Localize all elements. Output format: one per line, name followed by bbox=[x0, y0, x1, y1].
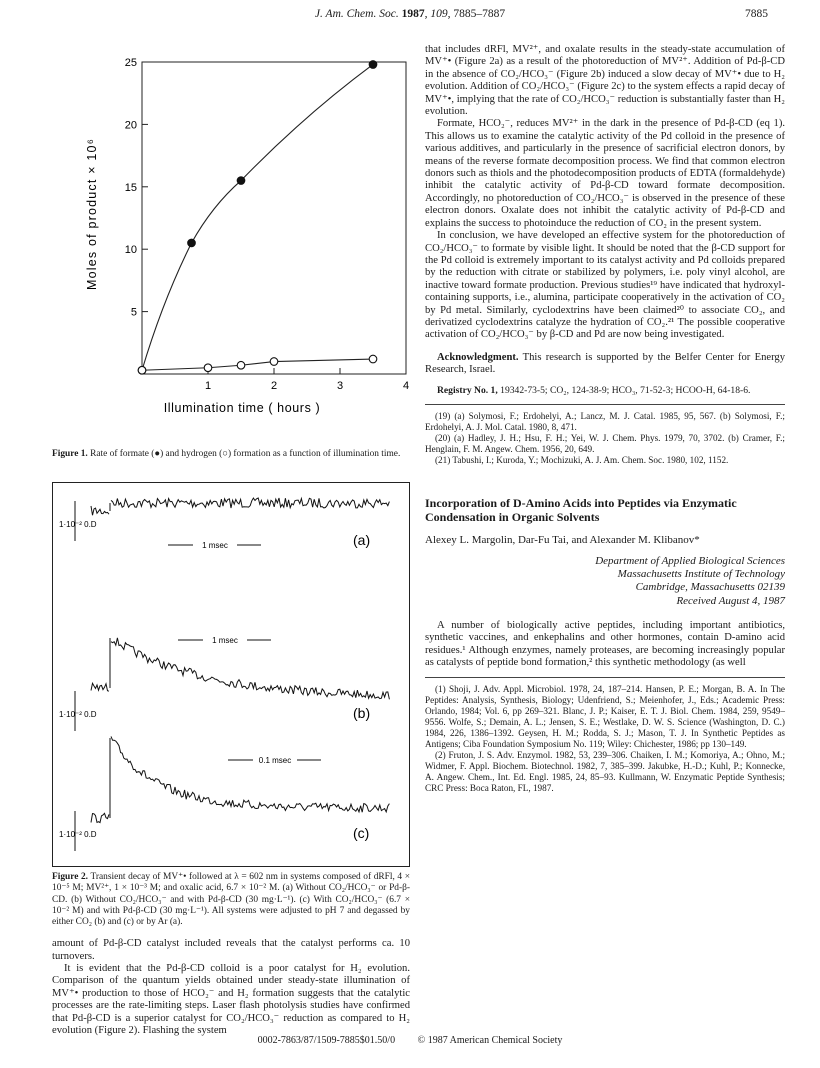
figure-2-pretrigger-trace bbox=[91, 814, 109, 823]
figure-1-point-formate bbox=[188, 239, 196, 247]
figure-1-point-hydrogen bbox=[237, 361, 245, 369]
figure-1-point-hydrogen bbox=[204, 364, 212, 372]
figure-2-caption bbox=[52, 872, 410, 928]
references-top bbox=[425, 411, 785, 466]
article-title: Incorporation of D-Amino Acids into Peptides via Enzymatic Condensation in Organic Solvents bbox=[425, 495, 737, 524]
figure-1-point-hydrogen bbox=[369, 355, 377, 363]
footer-copyright: © 1987 American Chemical Society bbox=[417, 1035, 563, 1046]
affiliation bbox=[425, 555, 785, 595]
figure-1-caption-label: Figure 1. bbox=[52, 449, 88, 459]
page-number: 7885 bbox=[745, 8, 768, 20]
right-paragraph-2: Formate, HCO₂⁻, reduces MV²⁺ in the dark in the presence of Pd-β-CD (eq 1). This allows us to examine the catalytic activity of the Pd colloid in the presence of various additives, and particularly in the presence of sacrificial electron donors, by means of the reverse formate decomposition process. We find that common electron donors such as thiols and the photodecomposition products of EDTA (formaldehyde) inhibit the catalytic activity of Pd-β-CD toward formate decomposition. Accordingly, no photoreduction of CO₂/HCO₃⁻ is observed in the presence of these electron donors. Oxalate does not inhibit the catalytic activity of Pd-β-CD and explains the success to photoinduce the reduction of CO₂ in the present system. bbox=[425, 118, 785, 229]
figure-1-chart bbox=[52, 44, 410, 444]
figure-1-x-tick-label: 1 bbox=[204, 380, 212, 392]
figure-2-traces bbox=[53, 483, 409, 866]
figure-2-time-label: 0.1 msec bbox=[258, 756, 292, 766]
figure-1-y-axis-label: Moles of product × 10⁶ bbox=[85, 137, 99, 291]
reference-19: (19) (a) Solymosi, F.; Erdohelyi, A.; Lancz, M. J. Catal. 1985, 95, 567. (b) Solymosi, F.; Erdohelyi, A. J. Mol. Catal. 1980, 8, 471. bbox=[425, 410, 785, 432]
figure-2-decay-trace bbox=[111, 737, 389, 813]
figure-1-point-formate bbox=[369, 61, 377, 69]
left-paragraph-1: amount of Pd-β-CD catalyst included reveals that the catalyst performs ca. 10 turnovers. bbox=[52, 938, 410, 962]
figure-1-caption-text: Rate of formate (●) and hydrogen (○) formation as a function of illumination time. bbox=[90, 449, 401, 459]
figure-1-x-tick-label: 4 bbox=[402, 380, 410, 392]
figure-1-point-formate bbox=[237, 177, 245, 185]
journal-volume: 109 bbox=[430, 8, 448, 20]
running-head bbox=[0, 8, 820, 26]
references-bottom-divider bbox=[425, 677, 785, 678]
registry-label: Registry No. 1, bbox=[437, 384, 498, 396]
figure-2-panel-label: (b) bbox=[353, 705, 371, 722]
reference-21: (21) Tabushi, I.; Kuroda, Y.; Mochizuki, A. J. Am. Chem. Soc. 1980, 102, 1152. bbox=[435, 454, 729, 465]
figure-1-x-axis-label: Illumination time ( hours ) bbox=[163, 401, 321, 415]
references-divider bbox=[425, 404, 785, 405]
figure-2-scale-label: 1·10⁻² 0.D bbox=[59, 520, 97, 530]
figure-1-plot-frame bbox=[142, 62, 406, 374]
page-footer bbox=[0, 1035, 820, 1046]
affiliation-line-3: Cambridge, Massachusetts 02139 bbox=[635, 581, 785, 594]
figure-1-series-line-2 bbox=[142, 359, 373, 370]
right-paragraph-3: In conclusion, we have developed an effective system for the photoreduction of CO₂/HCO₃⁻ to formate by visible light. It should be noted that the β-CD support for the Pd colloid is extremely important to its catalyst activity and Pd colloids prepared by the reduction with citrate or stabilized by polymers, i.e. poly vinyl alcohol, are inactive toward formate production. Previous studies¹⁹ have indicated that hydroxyl-containing supports, i.e., alumina, participate cooperatively in the activation of CO₂ by Pd metal. Similarly, cyclodextrins have been claimed²⁰ to associate CO₂, and derivatized cyclodextrins catalyze the hydration of CO₂.²¹ The possible cooperative activation of CO₂/HCO₃⁻ by β-CD and Pd are now being investigated. bbox=[425, 230, 785, 341]
figure-2-caption-text: Transient decay of MV⁺• followed at λ = 602 nm in systems composed of dRFl, 4 × 10⁻⁵ M; MV²⁺, 1 × 10⁻³ M; and oxalic acid, 6.7 × 10⁻² M. (a) Without CO₂/HCO₃⁻ or Pd-β-CD. (b) Without CO₂/HCO₃⁻ and with Pd-β-CD (30 mg·L⁻¹). (c) With CO₂/HCO₃⁻ (6.7 × 10⁻² M) and with Pd-β-CD (30 mg·L⁻¹). All systems were adjusted to pH 7 and degassed by either CO₂ (b) and (c) or by Ar (a). bbox=[52, 872, 410, 928]
acknowledgment-text: This research is supported by the Belfer Center for Energy Research, Israel. bbox=[425, 351, 786, 376]
figure-2-frame bbox=[52, 482, 410, 867]
left-body-text bbox=[52, 938, 410, 1037]
figure-1-series bbox=[138, 61, 377, 374]
figure-1-y-tick-label: 15 bbox=[124, 181, 137, 194]
figure-2-caption-label: Figure 2. bbox=[52, 872, 89, 883]
registry-text: 19342-73-5; CO₂, 124-38-9; HCO₃, 71-52-3; HCOO-H, 64-18-6. bbox=[500, 384, 751, 396]
journal-pages: 7885–7887 bbox=[453, 8, 506, 20]
figure-2-time-label: 1 msec bbox=[202, 541, 228, 551]
footer-code: 0002-7863/87/1509-7885$01.50/0 bbox=[257, 1035, 396, 1046]
registry-numbers bbox=[425, 385, 785, 396]
article-authors: Alexey L. Margolin, Dar-Fu Tai, and Alexander M. Klibanov* bbox=[425, 533, 700, 546]
affiliation-line-2: Massachusetts Institute of Technology bbox=[617, 568, 785, 581]
figure-2-decay-trace bbox=[111, 498, 389, 508]
figure-1-y-tick-label: 5 bbox=[130, 306, 137, 319]
figure-2-trace-group bbox=[59, 498, 389, 851]
figure-1-axes bbox=[125, 57, 409, 392]
journal-year: 1987 bbox=[401, 8, 425, 20]
journal-citation: J. Am. Chem. Soc. 1987, 109, 7885–7887 bbox=[314, 8, 506, 20]
figure-1-x-tick-label: 3 bbox=[336, 380, 344, 392]
figure-1-y-tick-label: 25 bbox=[124, 57, 137, 69]
acknowledgment-label: Acknowledgment. bbox=[437, 351, 519, 363]
figure-1-series-line-1 bbox=[142, 64, 373, 370]
figure-1-caption bbox=[52, 449, 410, 460]
left-paragraph-2: It is evident that the Pd-β-CD colloid is a poor catalyst for H₂ evolution. Comparison of the quantum yields obtained under steady-state illumination of MV⁺• production to those of HCO₂⁻ and H₂ formation suggests that the catalytic processes are the rate-limiting steps. Laser flash photolysis studies have confirmed that Pd-β-CD is a superior catalyst for CO₂/HCO₃⁻ reduction as compared to H₂ evolution (Figure 2). Flashing the system bbox=[52, 963, 410, 1037]
references-bottom bbox=[425, 684, 785, 793]
right-column bbox=[425, 44, 785, 793]
figure-2-scale-label: 1·10⁻² 0.D bbox=[59, 710, 97, 720]
affiliation-line-1: Department of Applied Biological Sciences bbox=[595, 554, 785, 567]
figure-1-y-tick-label: 20 bbox=[124, 119, 137, 132]
figure-2-scale-label: 1·10⁻² 0.D bbox=[59, 830, 97, 840]
reference-2: (2) Fruton, J. S. Adv. Enzymol. 1982, 53, 239–306. Chaiken, I. M.; Komoriya, A.; Ohno, M.; Widmer, F. Appl. Biochem. Biotechnol. 1982, 7, 385–399. Jakubke, H.-D.; Kuhl, P.; Konnecke, A. Angew. Chem., Int. Ed. Engl. 1985, 24, 85–93. Kullmann, W. Enzymatic Peptide Synthesis; CRC Press: Boca Raton, FL, 1987. bbox=[425, 749, 785, 793]
figure-1-point-hydrogen bbox=[270, 358, 278, 366]
received-date: Received August 4, 1987 bbox=[676, 594, 785, 607]
journal-name: J. Am. Chem. Soc. bbox=[314, 8, 399, 20]
right-paragraph-1: that includes dRFl, MV²⁺, and oxalate results in the steady-state accumulation of MV⁺• (Figure 2a) as a result of the photoreduction of MV²⁺. Addition of Pd-β-CD in the absence of CO₂/HCO₃⁻ (Figure 2b) induced a slow decay of MV⁺• due to H₂ evolution. Addition of CO₂/HCO₃⁻ (Figure 2c) to the system effects a rapid decay of MV⁺•, implying that the rate of CO₂/HCO₃⁻ reduction is substantially faster than H₂ evolution. bbox=[425, 44, 785, 118]
figure-2-pretrigger-trace bbox=[91, 684, 109, 692]
figure-2-panel-label: (a) bbox=[353, 532, 371, 549]
reference-1: (1) Shoji, J. Adv. Appl. Microbiol. 1978, 24, 187–214. Hansen, P. E.; Morgan, B. A. In The Peptides: Analysis, Synthesis, Biology; Udenfriend, S.; Meienhofer, J., Eds.; Academic Press: Orlando, 1984; Vol. 6, pp 269–321. Blanc, J. P.; Kaiser, E. T. J. Biol. Chem. 1984, 259, 9549–9556. Wolfe, S.; Demain, A. L.; Jensen, S. E.; Westlake, D. W. S. Science (Washington, D. C.) 1984, 226, 1386–1392. Geysen, H. M.; Rodda, S. J.; Mason, T. J. In Synthetic Peptides as Antigens; Ciba Foundation Symposium No. 119; Wiley: Chichester, 1986; pp 130–149. bbox=[425, 684, 785, 749]
figure-1-x-tick-label: 2 bbox=[270, 380, 278, 392]
figure-2-pretrigger-trace bbox=[91, 506, 109, 515]
acknowledgment bbox=[425, 352, 785, 377]
figure-2-panel-label: (c) bbox=[353, 825, 370, 842]
reference-20: (20) (a) Hadley, J. H.; Hsu, F. H.; Yei, W. J. Chem. Phys. 1979, 70, 3702. (b) Cramer, F.; Henglain, F. M. Angew. Chem. 1956, 20, 649. bbox=[425, 432, 785, 454]
article-body: A number of biologically active peptides, including important antibiotics, synthetic vaccines, and enkephalins and other hormones, contain D-amino acid residues.¹ Although enzymes, namely proteases, are becoming increasingly popular as catalysts of peptide bond formation,² this synthetic methodology (as well bbox=[425, 619, 785, 668]
figure-1-y-tick-label: 10 bbox=[124, 244, 137, 257]
figure-2-time-label: 1 msec bbox=[212, 636, 238, 646]
figure-2-decay-trace bbox=[111, 638, 389, 700]
figure-1-point-hydrogen bbox=[138, 366, 146, 374]
left-column bbox=[52, 44, 410, 1037]
